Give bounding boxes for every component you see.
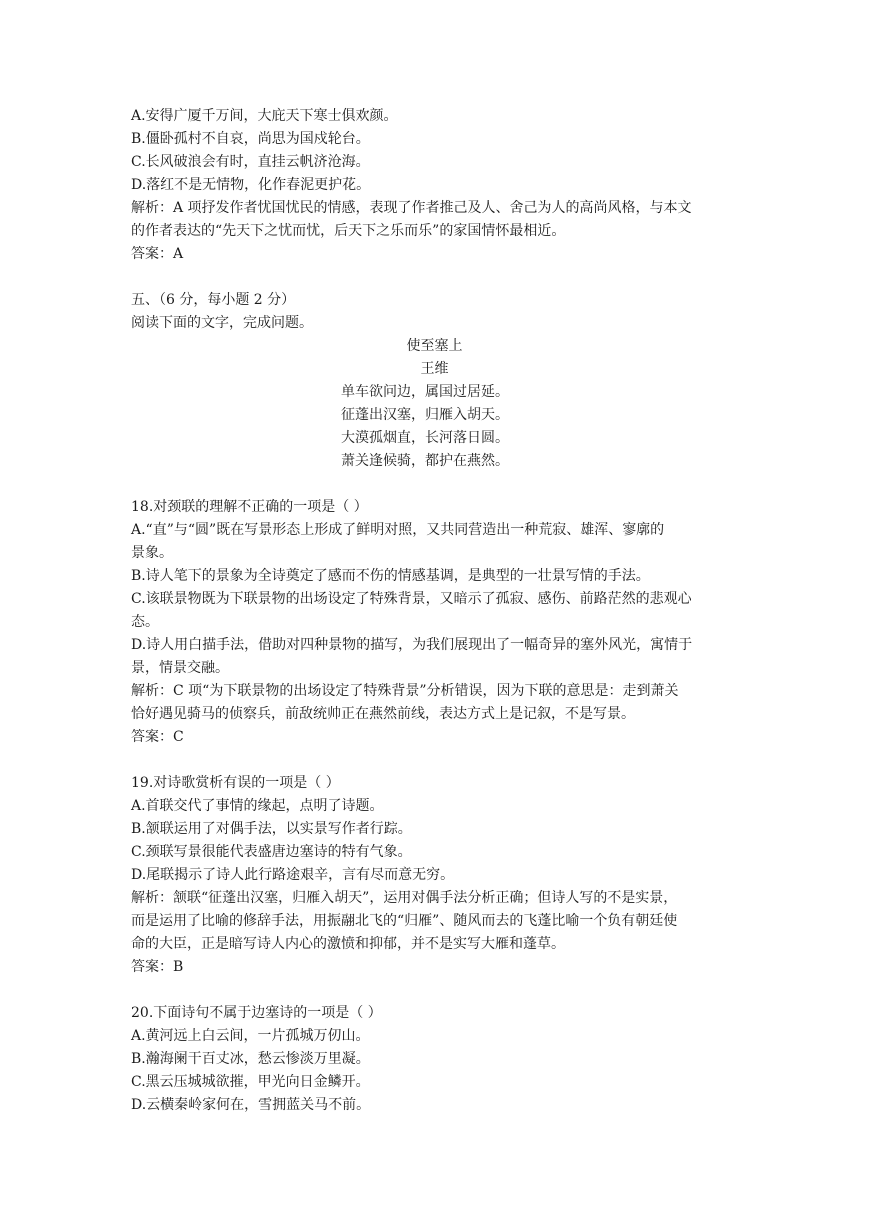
option-d: D.落红不是无情物，化作春泥更护花。 xyxy=(131,177,371,193)
question-19-answer: 答案：B xyxy=(131,959,184,975)
poem-author: 王维 xyxy=(420,361,449,377)
question-20-line: B.瀚海阑干百丈冰，愁云惨淡万里凝。 xyxy=(131,1051,370,1067)
question-19-line: C.颈联写景很能代表盛唐边塞诗的特有气象。 xyxy=(131,844,412,860)
question-19-analysis: 解析：颔联“征蓬出汉塞，归雁入胡天”，运用对偶手法分析正确；但诗人写的不是实景， xyxy=(131,890,678,906)
question-19-line: A.首联交代了事情的缘起，点明了诗题。 xyxy=(131,798,384,814)
analysis-line: 解析：A 项抒发作者忧国忧民的情感，表现了作者推己及人、舍己为人的高尚风格，与本文 xyxy=(131,200,692,216)
section-instruction: 阅读下面的文字，完成问题。 xyxy=(131,315,313,331)
question-18-line: D.诗人用白描手法，借助对四种景物的描写，为我们展现出了一幅奇异的塞外风光，寓情于 xyxy=(131,637,693,653)
poem-line: 大漠孤烟直，长河落日圆。 xyxy=(341,430,509,446)
poem-line: 萧关逢候骑，都护在燕然。 xyxy=(341,453,509,469)
question-19-stem: 19.对诗歌赏析有误的一项是（ ） xyxy=(131,775,340,791)
question-18-analysis: 恰好遇见骑马的侦察兵，前敌统帅正在燕然前线，表达方式上是记叙，不是写景。 xyxy=(131,706,635,722)
section-heading: 五、（6 分，每小题 2 分） xyxy=(131,292,296,308)
question-18-line: A.“直”与“圆”既在写景形态上形成了鲜明对照，又共同营造出一种荒寂、雄浑、寥廓的 xyxy=(131,522,665,538)
answer-line: 答案：A xyxy=(131,246,184,262)
question-18-line: 态。 xyxy=(131,614,159,630)
question-20-line: C.黑云压城城欲摧，甲光向日金鳞开。 xyxy=(131,1074,370,1090)
question-20-line: A.黄河远上白云间，一片孤城万仞山。 xyxy=(131,1028,370,1044)
question-20-line: D.云横秦岭家何在，雪拥蓝关马不前。 xyxy=(131,1097,371,1113)
analysis-line: 的作者表达的“先天下之忧而忧，后天下之乐而乐”的家国情怀最相近。 xyxy=(131,223,566,239)
option-a: A.安得广厦千万间，大庇天下寒士俱欢颜。 xyxy=(131,108,398,124)
question-19-analysis: 命的大臣，正是暗写诗人内心的激愤和抑郁，并不是实写大雁和蓬草。 xyxy=(131,936,565,952)
question-19-analysis: 而是运用了比喻的修辞手法，用振翮北飞的“归雁”、随风而去的飞蓬比喻一个负有朝廷使 xyxy=(131,913,678,929)
question-19-line: D.尾联揭示了诗人此行路途艰辛，言有尽而意无穷。 xyxy=(131,867,455,883)
question-18-line: 景，情景交融。 xyxy=(131,660,229,676)
question-18-stem: 18.对颈联的理解不正确的一项是（ ） xyxy=(131,499,368,515)
question-18-line: C.该联景物既为下联景物的出场设定了特殊背景，又暗示了孤寂、感伤、前路茫然的悲观心 xyxy=(131,591,692,607)
poem-title: 使至塞上 xyxy=(406,338,463,354)
question-18-line: B.诗人笔下的景象为全诗奠定了感而不伤的情感基调，是典型的一壮景写情的手法。 xyxy=(131,568,650,584)
question-18-analysis: 解析：C 项“为下联景物的出场设定了特殊背景”分析错误，因为下联的意思是：走到萧关 xyxy=(131,683,679,699)
option-c: C.长风破浪会有时，直挂云帆济沧海。 xyxy=(131,154,370,170)
question-18-answer: 答案：C xyxy=(131,729,184,745)
option-b: B.僵卧孤村不自哀，尚思为国戍轮台。 xyxy=(131,131,370,147)
question-18-line: 景象。 xyxy=(131,545,173,561)
question-19-line: B.颔联运用了对偶手法，以实景写作者行踪。 xyxy=(131,821,412,837)
poem-line: 单车欲问边，属国过居延。 xyxy=(341,384,509,400)
poem-line: 征蓬出汉塞，归雁入胡天。 xyxy=(341,407,509,423)
question-20-stem: 20.下面诗句不属于边塞诗的一项是（ ） xyxy=(131,1005,382,1021)
